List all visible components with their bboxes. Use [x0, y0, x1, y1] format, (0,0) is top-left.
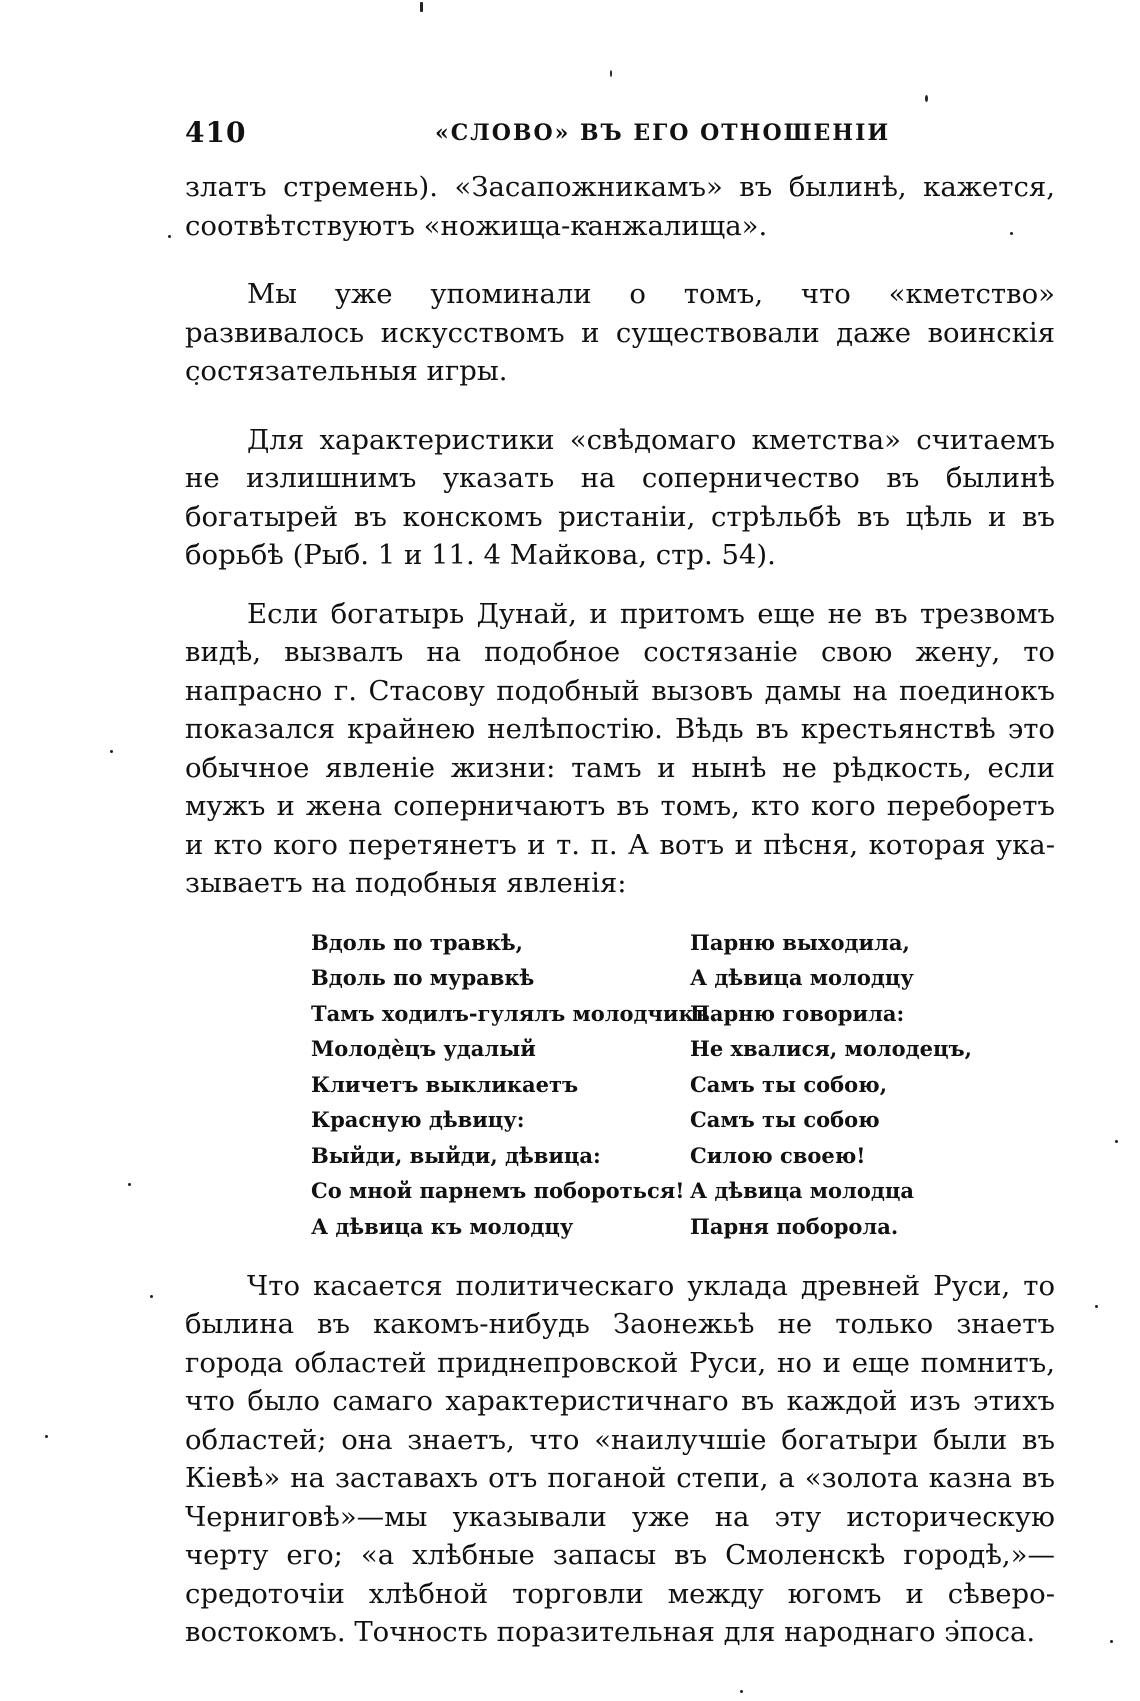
scan-speck [610, 70, 612, 77]
song-line: Тамъ ходилъ-гулялъ молодчикъ. [311, 1000, 718, 1026]
running-head: «СЛОВО» ВЪ ЕГО ОТНОШЕНІИ [435, 120, 891, 146]
paragraph-1: златъ стремень). «Засапожникамъ» въ былинѣ, кажется, соотвѣтствуютъ «ножища-канжалища». [185, 171, 1055, 242]
scan-speck [420, 2, 423, 12]
paragraph-4: Если богатырь Дунай, и притомъ еще не въ трезвомъ видѣ, вызвалъ на подобное состязаніе свою жену, то напрасно г. Стасову подобный вызовъ дамы на поединокъ показался крайнею нелѣпостію. Вѣдь въ крестьянствѣ это обычное явленіе жизни: тамъ и нынѣ не рѣдкость, если мужъ и жена соперничаютъ въ томъ, кто кого переборетъ и кто кого перетянетъ и т. п. А вотъ и пѣсня, которая указываетъ на подобныя явленія: [185, 597, 1055, 899]
scan-speck [45, 1435, 48, 1438]
song-line: Силою своею! [690, 1142, 866, 1168]
song-line: Парню выходила, [690, 929, 910, 955]
song-line: Не хвалися, молодецъ, [690, 1036, 972, 1061]
song-line: Со мной парнемъ побороться! [311, 1178, 685, 1203]
song-verse [185, 925, 1055, 1255]
paragraph-2: Мы уже упоминали о томъ, что «кметство» развивалось искусствомъ и существовали даже воинскія состязательныя игры. [185, 278, 1055, 387]
song-line: А дѣвица молодцу [690, 965, 914, 990]
song-line: Кличетъ выкликаетъ [311, 1071, 579, 1097]
page-number: 410 [185, 116, 247, 149]
scan-speck [925, 95, 928, 102]
scan-speck [128, 1183, 131, 1186]
song-line: Молодѐцъ удалый [311, 1036, 536, 1061]
song-line: Самъ ты собою [690, 1107, 880, 1132]
scan-speck [150, 1295, 153, 1298]
paragraph-3: Для характеристики «свѣдомаго кметства» считаемъ не излишнимъ указать на соперничество въ былинѣ богатырей въ конскомъ ристаніи, стрѣльбѣ въ цѣль и въ борьбѣ (Рыб. 1 и 11. 4 Майкова, стр. 54). [185, 423, 1055, 571]
scan-speck [110, 750, 113, 753]
song-line: Парня поборола. [690, 1213, 899, 1239]
song-line: Выйди, выйди, дѣвица: [311, 1142, 601, 1168]
song-line: Парню говорила: [690, 1000, 905, 1026]
song-column-left [311, 925, 717, 1245]
song-line: А дѣвица къ молодцу [311, 1213, 574, 1239]
song-line: А дѣвица молодца [690, 1178, 914, 1203]
page-body [185, 168, 1055, 1652]
song-line: Красную дѣвицу: [311, 1107, 525, 1132]
scan-speck [740, 1690, 743, 1693]
page-header [185, 116, 1055, 156]
paragraph-5: Что касается политическаго уклада древней Руси, то былина въ какомъ-нибудь Заонежьѣ не только знаетъ города областей приднепровской Руси, но и еще помнитъ, что было самаго характеристичнаго въ каждой изъ этихъ областей; она знаетъ, что «наилучшіе богатыри были въ Кіевѣ» на заставахъ отъ поганой степи, а «золота казна въ Черниговѣ»—мы указывали уже на эту историческую черту его; «а хлѣбные запасы въ Смоленскѣ городѣ,»—средоточіи хлѣбной торговли между югомъ и сѣверо-востокомъ. Точность поразительная для народнаго эпоса. [185, 1269, 1055, 1648]
scan-speck [1095, 1305, 1098, 1308]
song-column-right [690, 925, 972, 1245]
scan-speck [1115, 1140, 1118, 1143]
song-line: Вдоль по травкѣ, [311, 929, 523, 955]
scan-speck [168, 235, 171, 238]
song-line: Самъ ты собою, [690, 1071, 888, 1097]
song-line: Вдоль по муравкѣ [311, 965, 535, 990]
scan-speck [1110, 1640, 1113, 1643]
